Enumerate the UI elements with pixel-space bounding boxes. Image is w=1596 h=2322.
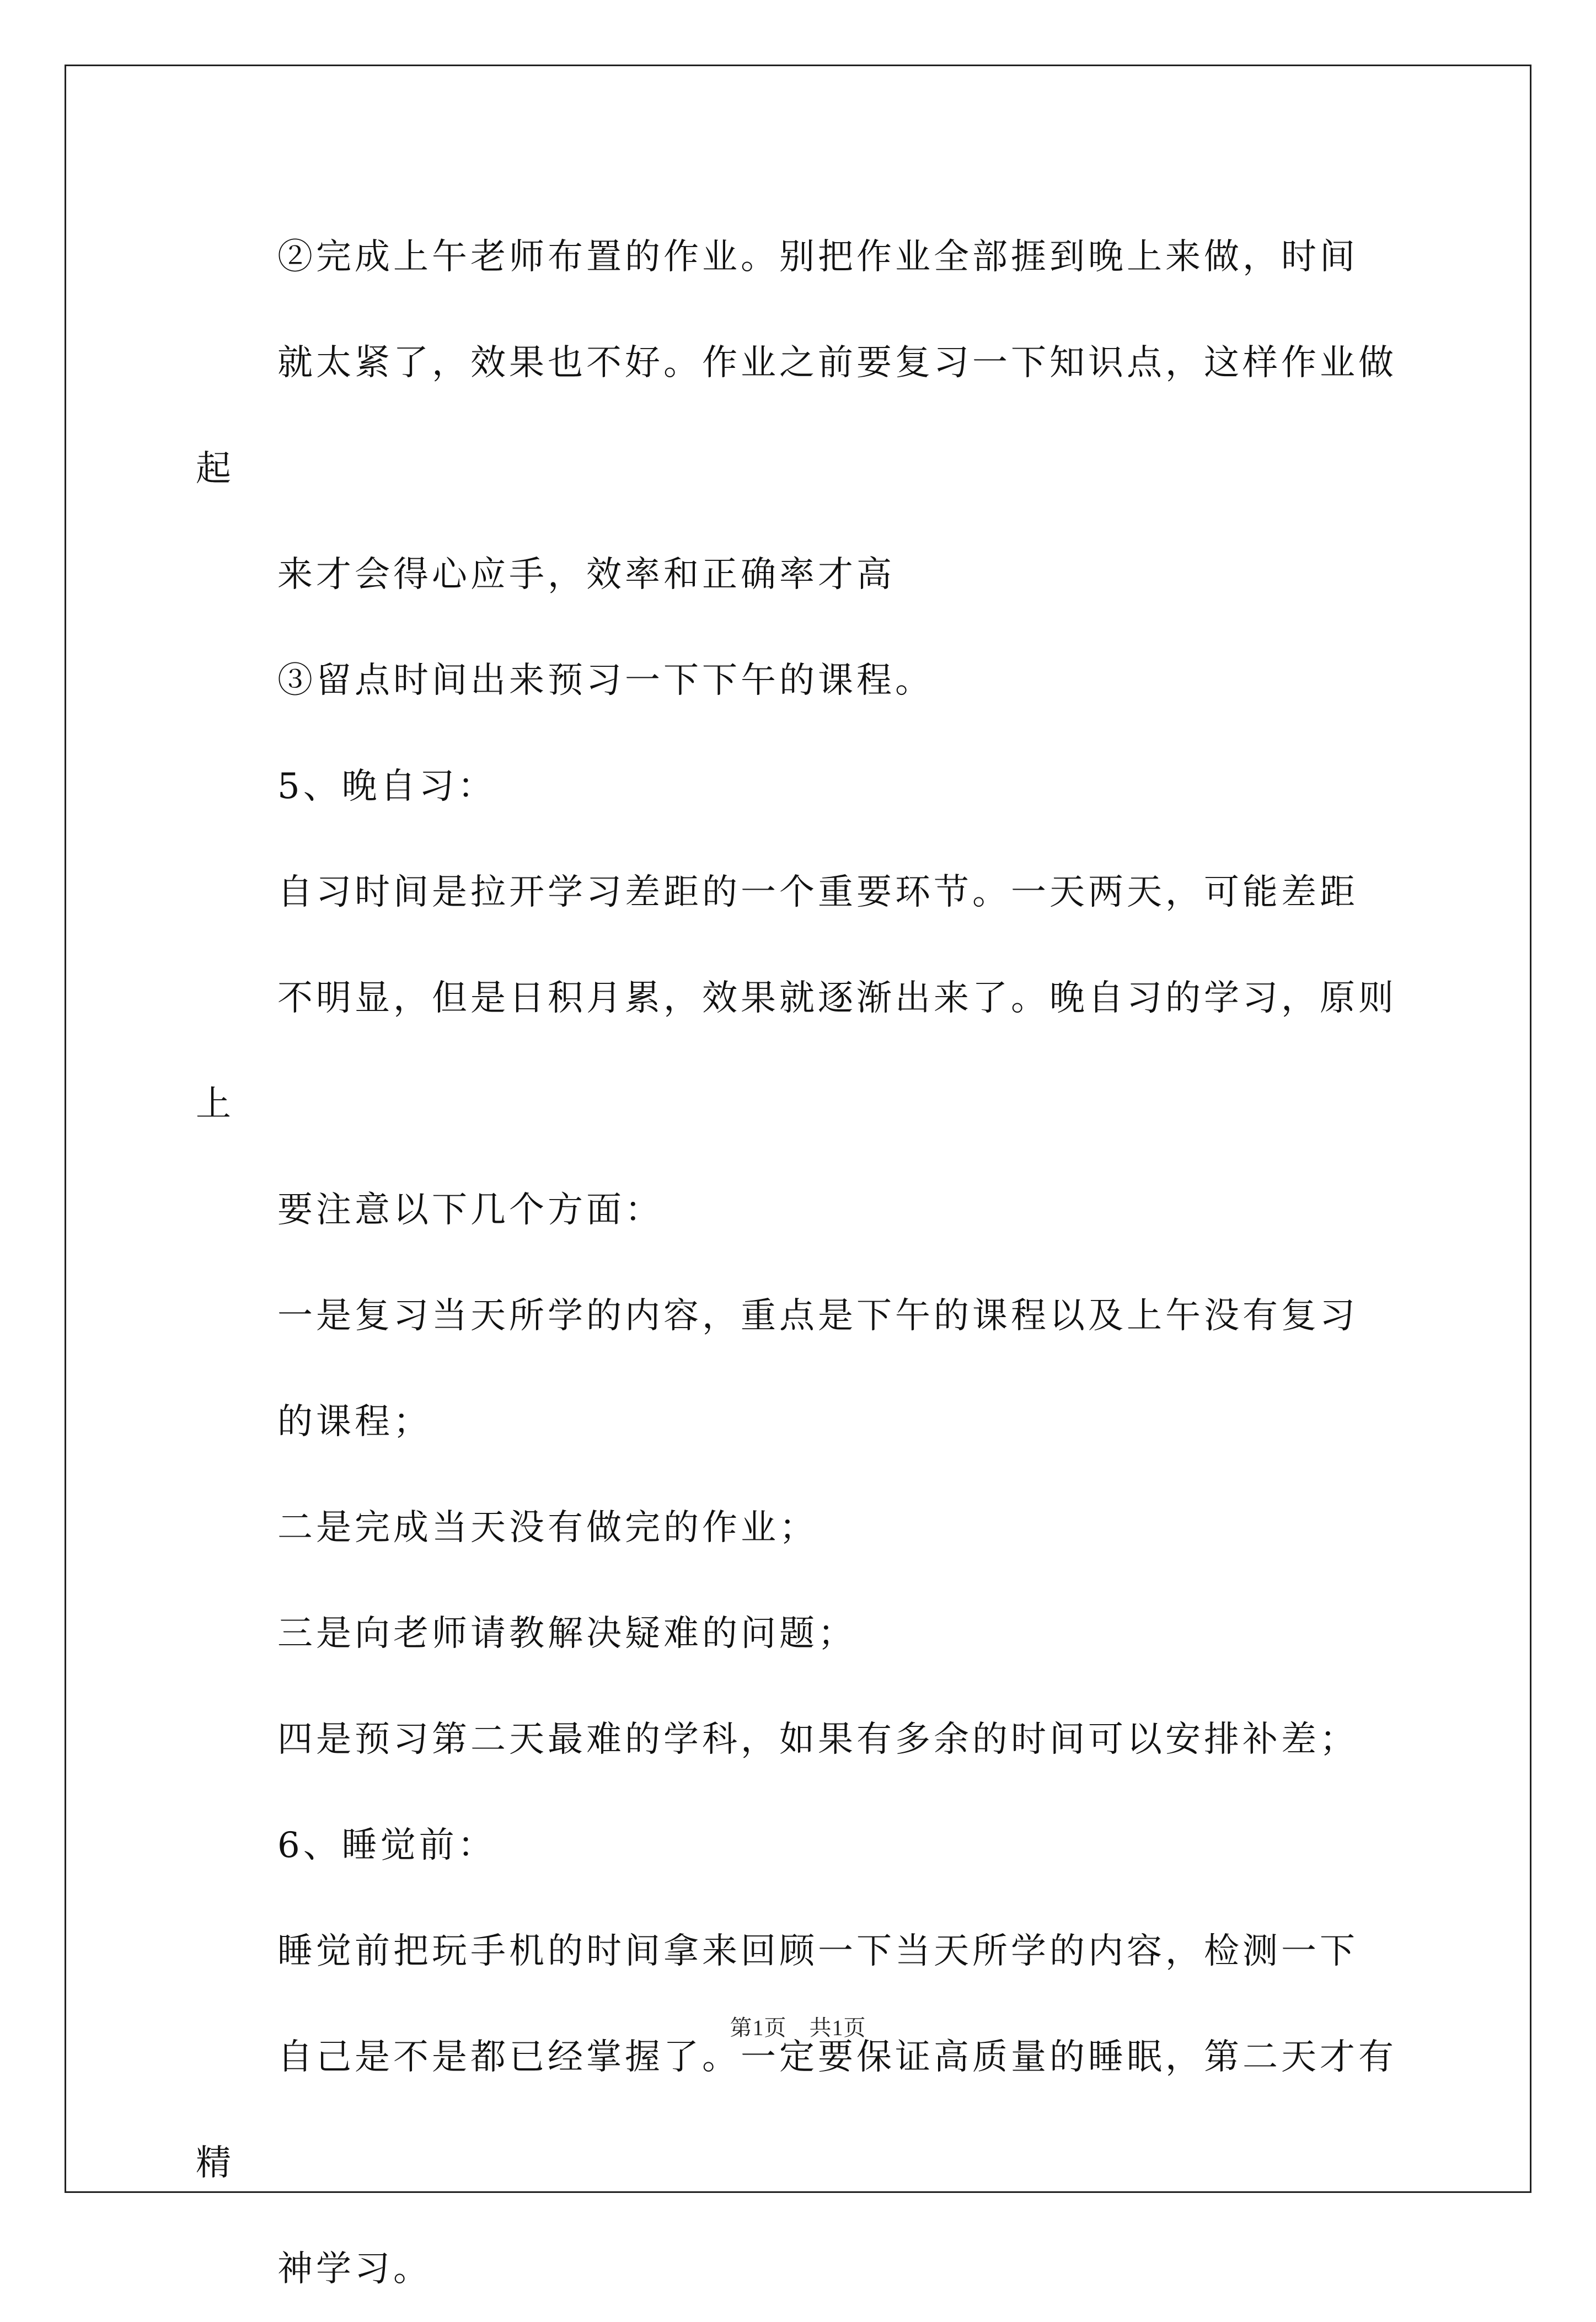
text-line: 6、睡觉前： — [277, 1825, 496, 1866]
text-line: 睡觉前把玩手机的时间拿来回顾一下当天所学的内容，检测一下 — [277, 1931, 1358, 1972]
text-line: 自己是不是都已经掌握了。一定要保证高质量的睡眠，第二天才有精 — [196, 2037, 1397, 2184]
text-line: 不明显，但是日积月累，效果就逐渐出来了。晚自习的学习，原则上 — [196, 978, 1397, 1125]
paragraph-homework — [196, 204, 1409, 628]
paragraph-evening-study — [196, 839, 1409, 1263]
section-heading-evening-study — [196, 734, 1409, 839]
text-line: ③留点时间出来预习一下下午的课程。 — [277, 660, 934, 701]
text-line: 二是完成当天没有做完的作业； — [277, 1507, 818, 1548]
text-line: 5、晚自习： — [277, 766, 496, 807]
paragraph-point-two — [196, 1475, 1409, 1581]
text-line: 的课程； — [277, 1401, 432, 1442]
text-line: 要注意以下几个方面： — [277, 1190, 663, 1230]
text-line: 自习时间是拉开学习差距的一个重要环节。一天两天，可能差距 — [277, 872, 1358, 913]
paragraph-point-four — [196, 1687, 1409, 1793]
section-heading-before-sleep — [196, 1793, 1409, 1898]
paragraph-preview — [196, 628, 1409, 734]
text-line: ②完成上午老师布置的作业。别把作业全部捱到晚上来做，时间 — [277, 237, 1358, 277]
paragraph-before-sleep — [196, 1898, 1409, 2322]
paragraph-point-three — [196, 1581, 1409, 1687]
text-line: 一是复习当天所学的内容，重点是下午的课程以及上午没有复习 — [277, 1296, 1358, 1336]
page-number-footer: 第1页 共1页 — [730, 2015, 866, 2040]
text-line: 来才会得心应手，效率和正确率才高 — [277, 554, 895, 595]
text-line: 神学习。 — [277, 2249, 432, 2289]
document-body — [196, 204, 1409, 2322]
text-line: 就太紧了，效果也不好。作业之前要复习一下知识点，这样作业做起 — [196, 343, 1397, 489]
paragraph-point-one — [196, 1263, 1409, 1475]
text-line: 三是向老师请教解决疑难的问题； — [277, 1613, 856, 1654]
text-line: 四是预习第二天最难的学科，如果有多余的时间可以安排补差； — [277, 1719, 1358, 1760]
